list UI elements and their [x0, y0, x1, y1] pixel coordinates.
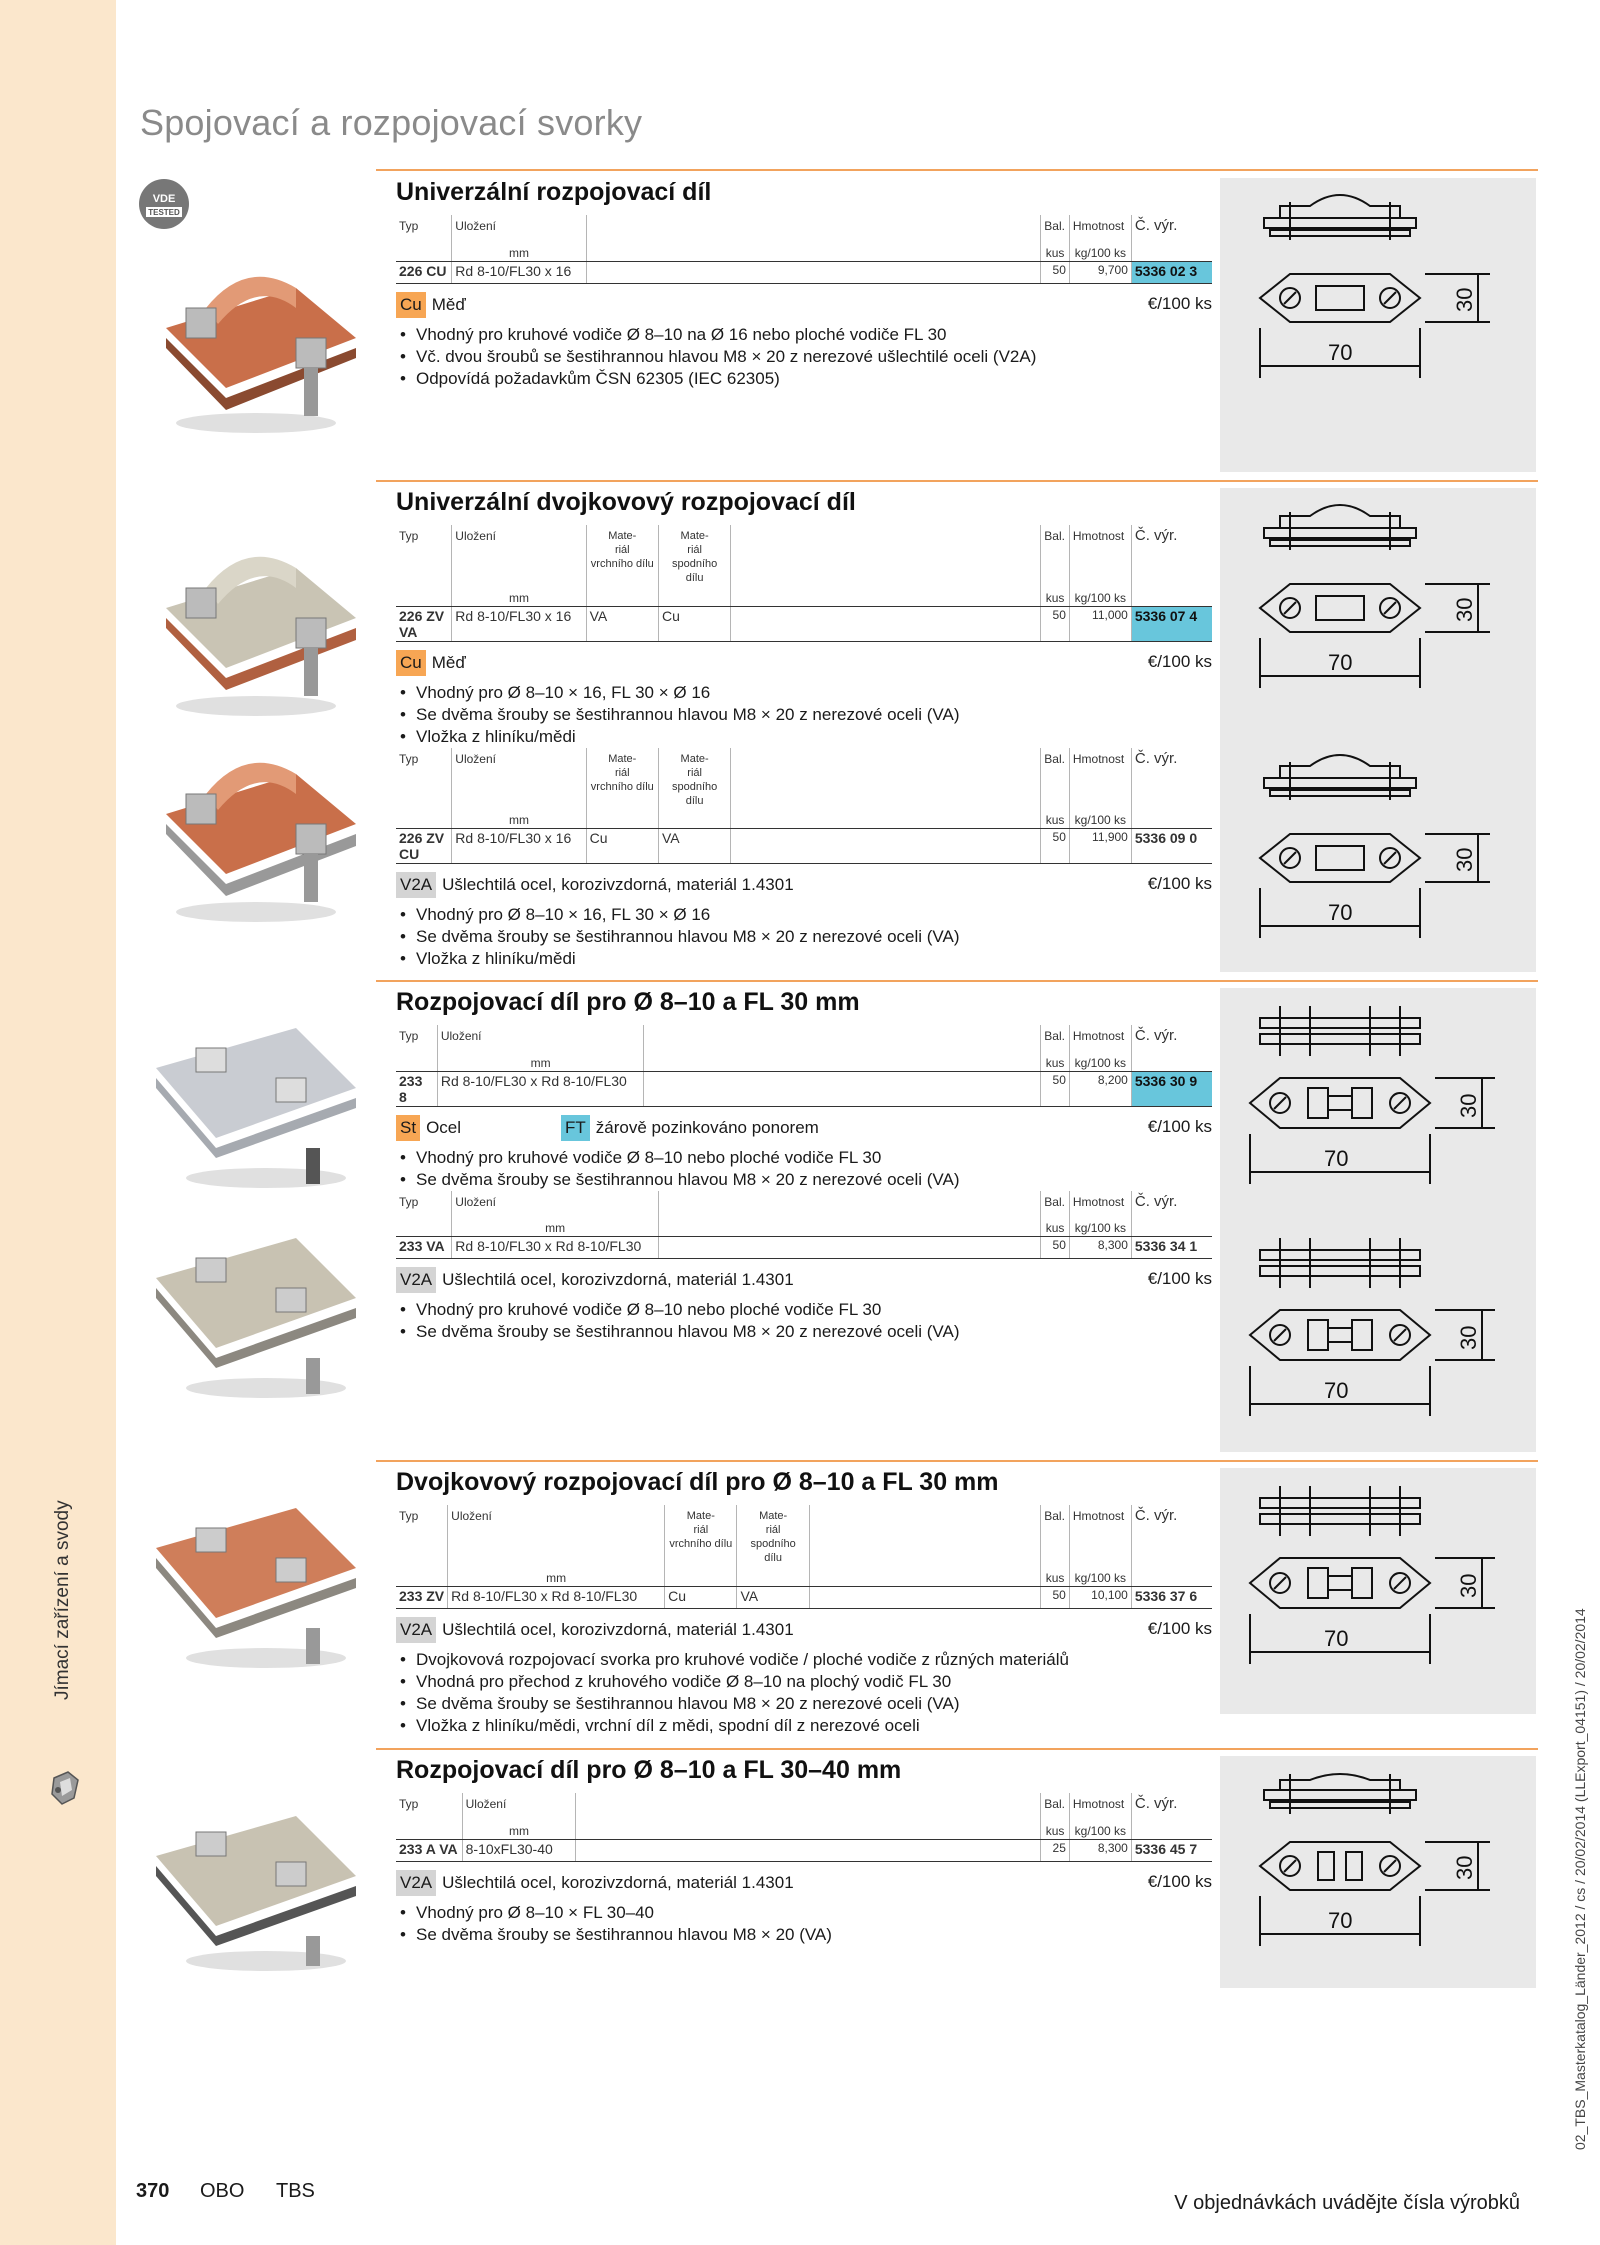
table-row: [396, 1839, 1212, 1861]
col-material-top: Mate- riál vrchního dílu: [586, 525, 658, 586]
list-item: • Se dvěma šrouby se šestihrannou hlavou M8 × 20 (VA): [396, 1924, 1212, 1946]
col-material-bottom: Mate- riál spodního dílu: [658, 748, 730, 809]
row-ulozeni: Rd 8-10/FL30 x 16: [452, 606, 586, 641]
price-unit: €/100 ks: [1147, 293, 1212, 313]
row-weight: 10,100: [1069, 1586, 1131, 1608]
side-section-label: Jímací zařízení a svody: [52, 1500, 73, 1700]
col-ulozeni: Uložení: [437, 1025, 644, 1051]
unit-kus: kus: [1041, 1566, 1070, 1586]
col-ulozeni: Uložení: [452, 1191, 659, 1217]
divider: [376, 169, 1538, 171]
col-hmotnost: Hmotnost: [1069, 1025, 1131, 1051]
col-material-bottom: Mate- riál spodního dílu: [737, 1505, 809, 1566]
spec-table: [396, 1191, 1212, 1260]
divider: [376, 980, 1538, 982]
row-weight: 9,700: [1069, 261, 1131, 283]
material-name: Ušlechtilá ocel, korozivzdorná, materiál 1.4301: [442, 875, 794, 894]
feature-list: [396, 1902, 1212, 1946]
material-row: [396, 1866, 1212, 1900]
price-unit: €/100 ks: [1147, 651, 1212, 671]
row-article-number[interactable]: 5336 45 7: [1131, 1839, 1212, 1861]
feature-list: [396, 324, 1212, 390]
unit-kus: kus: [1041, 586, 1070, 606]
dim-height: 30: [1452, 597, 1477, 622]
col-hmotnost: Hmotnost: [1069, 215, 1131, 241]
list-item: • Vhodný pro Ø 8–10 × 16, FL 30 × Ø 16: [396, 682, 1212, 704]
bimetal-clamp-photo: [146, 1488, 366, 1688]
row-material-bottom: VA: [658, 829, 730, 864]
finish-name: žárově pozinkováno ponorem: [595, 1117, 819, 1137]
price-unit: €/100 ks: [1147, 874, 1212, 893]
list-item: • Vložka z hliníku/mědi, vrchní díl z mědi, spodní díl z nerezové oceli: [396, 1715, 1212, 1737]
row-weight: 8,300: [1069, 1839, 1131, 1861]
copper-clamp-photo: [146, 248, 366, 448]
feature-list: [396, 1649, 1212, 1737]
unit-kus: kus: [1041, 241, 1070, 261]
spec-table: [396, 1793, 1212, 1862]
material-row: [396, 1613, 1212, 1647]
row-ulozeni: Rd 8-10/FL30 x 16: [452, 829, 586, 864]
section-title: Dvojkovový rozpojovací díl pro Ø 8–10 a FL 30 mm: [396, 1468, 999, 1496]
col-typ: Typ: [399, 1797, 419, 1811]
unit-kus: kus: [1041, 1819, 1070, 1839]
divider: [376, 1748, 1538, 1750]
col-cvyr: Č. výr.: [1131, 1505, 1212, 1566]
unit-kg: kg/100 ks: [1069, 241, 1131, 261]
col-material-top: Mate- riál vrchního dílu: [665, 1505, 737, 1566]
material-code: V2A: [396, 872, 436, 898]
col-bal: Bal.: [1041, 1191, 1070, 1217]
unit-kus: kus: [1041, 809, 1070, 829]
dim-height: 30: [1456, 1325, 1481, 1350]
brand: OBO: [200, 2180, 245, 2202]
col-hmotnost: Hmotnost: [1069, 748, 1131, 809]
dim-width: 70: [1324, 1626, 1349, 1651]
section-title: Rozpojovací díl pro Ø 8–10 a FL 30 mm: [396, 988, 860, 1016]
unit-kg: kg/100 ks: [1069, 586, 1131, 606]
row-material-bottom: VA: [737, 1586, 809, 1608]
section-content: [396, 178, 1212, 390]
row-bal: 50: [1041, 829, 1070, 864]
spec-table: [396, 215, 1212, 284]
row-material-top: Cu: [665, 1586, 737, 1608]
material-name: Ocel: [426, 1117, 462, 1137]
spec-table: [396, 748, 1212, 865]
col-material-top: Mate- riál vrchního dílu: [586, 748, 658, 809]
section-title: Rozpojovací díl pro Ø 8–10 a FL 30–40 mm: [396, 1756, 902, 1784]
row-article-number[interactable]: 5336 34 1: [1131, 1237, 1212, 1259]
section-content: [396, 488, 1212, 970]
row-type: 226 CU: [396, 261, 452, 283]
col-typ: Typ: [399, 751, 419, 766]
section-content: [396, 1756, 1212, 1946]
col-bal: Bal.: [1041, 1505, 1070, 1566]
clamp-icon: [48, 1768, 82, 1808]
col-ulozeni: Uložení: [448, 1505, 665, 1566]
material-row: [396, 288, 1212, 322]
spec-table: [396, 525, 1212, 642]
row-material-top: VA: [586, 606, 658, 641]
material-code: V2A: [396, 1617, 436, 1643]
material-row: [396, 646, 1212, 680]
row-ulozeni: Rd 8-10/FL30 x Rd 8-10/FL30: [452, 1237, 659, 1259]
unit-kg: kg/100 ks: [1069, 1566, 1131, 1586]
stainless-clamp-photo: [146, 1786, 366, 1986]
feature-list: [396, 682, 1212, 748]
table-row: [396, 1586, 1212, 1608]
col-bal: Bal.: [1041, 215, 1070, 241]
unit-kg: kg/100 ks: [1069, 1051, 1131, 1071]
technical-drawing: [1220, 1468, 1536, 1714]
col-ulozeni: Uložení: [452, 525, 586, 586]
list-item: • Se dvěma šrouby se šestihrannou hlavou M8 × 20 z nerezové oceli (VA): [396, 926, 1212, 948]
col-ulozeni: Uložení: [462, 1793, 576, 1819]
row-bal: 50: [1041, 606, 1070, 641]
bimetal-clamp-cu-photo: [146, 734, 366, 934]
technical-drawing: [1220, 488, 1536, 972]
row-weight: 8,200: [1069, 1071, 1131, 1106]
col-cvyr: Č. výr.: [1131, 215, 1212, 241]
unit-mm: mm: [437, 1051, 644, 1071]
divider: [376, 480, 1538, 482]
section-title: Univerzální rozpojovací díl: [396, 178, 712, 206]
row-type: 226 ZV CU: [396, 829, 452, 864]
feature-list: [396, 1299, 1212, 1343]
row-type: 233 A VA: [396, 1839, 462, 1861]
row-weight: 11,900: [1069, 829, 1131, 864]
col-typ: Typ: [399, 529, 419, 543]
row-article-number[interactable]: 5336 02 3: [1131, 261, 1212, 283]
row-type: 233 ZV: [396, 1586, 448, 1608]
row-ulozeni: Rd 8-10/FL30 x 16: [452, 261, 586, 283]
vde-tested-badge: [138, 178, 190, 230]
dim-width: 70: [1324, 1378, 1349, 1403]
badge-top-text: VDE: [152, 193, 176, 205]
price-unit: €/100 ks: [1147, 1618, 1212, 1638]
list-item: • Vložka z hliníku/mědi: [396, 948, 1212, 970]
finish-code: FT: [561, 1115, 590, 1141]
material-row: [396, 1111, 1212, 1145]
material-code: V2A: [396, 1267, 436, 1293]
col-hmotnost: Hmotnost: [1069, 1191, 1131, 1217]
col-typ: Typ: [399, 219, 419, 233]
list-item: • Vložka z hliníku/mědi: [396, 726, 1212, 748]
row-type: 233 VA: [396, 1237, 452, 1259]
material-row: [396, 1263, 1212, 1297]
row-article-number[interactable]: 5336 37 6: [1131, 1586, 1212, 1608]
list-item: • Dvojkovová rozpojovací svorka pro kruhové vodiče / ploché vodiče z různých materiálů: [396, 1649, 1212, 1671]
dim-height: 30: [1452, 1855, 1477, 1880]
list-item: • Se dvěma šrouby se šestihrannou hlavou M8 × 20 z nerezové oceli (VA): [396, 1321, 1212, 1343]
col-hmotnost: Hmotnost: [1069, 525, 1131, 586]
col-cvyr: Č. výr.: [1131, 748, 1212, 809]
divider: [376, 1460, 1538, 1462]
col-cvyr: Č. výr.: [1131, 1025, 1212, 1051]
side-band: [0, 0, 116, 2245]
spec-table: [396, 1505, 1212, 1609]
list-item: • Vhodný pro kruhové vodiče Ø 8–10 nebo ploché vodiče FL 30: [396, 1147, 1212, 1169]
table-row: [396, 1071, 1212, 1106]
unit-mm: mm: [448, 1566, 665, 1586]
table-row: [396, 606, 1212, 641]
finish-info: [561, 1111, 819, 1145]
material-name: Měď: [431, 294, 466, 314]
unit-kus: kus: [1041, 1051, 1070, 1071]
col-cvyr: Č. výr.: [1131, 1191, 1212, 1217]
row-material-bottom: Cu: [658, 606, 730, 641]
feature-list: [396, 904, 1212, 970]
dim-width: 70: [1328, 1908, 1353, 1933]
dim-height: 30: [1456, 1573, 1481, 1598]
price-unit: €/100 ks: [1147, 1269, 1212, 1288]
unit-mm: mm: [452, 809, 586, 829]
material-name: Ušlechtilá ocel, korozivzdorná, materiál 1.4301: [442, 1619, 794, 1639]
material-name: Ušlechtilá ocel, korozivzdorná, materiál 1.4301: [442, 1270, 794, 1289]
list-item: • Vhodný pro kruhové vodiče Ø 8–10 na Ø 16 nebo ploché vodiče FL 30: [396, 324, 1212, 346]
list-item: • Se dvěma šrouby se šestihrannou hlavou M8 × 20 z nerezové oceli (VA): [396, 704, 1212, 726]
table-row: [396, 829, 1212, 864]
unit-kus: kus: [1041, 1217, 1070, 1237]
col-bal: Bal.: [1041, 525, 1070, 586]
list-item: • Se dvěma šrouby se šestihrannou hlavou M8 × 20 z nerezové oceli (VA): [396, 1169, 1212, 1191]
list-item: • Vhodný pro Ø 8–10 × FL 30–40: [396, 1902, 1212, 1924]
row-weight: 11,000: [1069, 606, 1131, 641]
material-name: Ušlechtilá ocel, korozivzdorná, materiál 1.4301: [442, 1872, 794, 1892]
unit-kg: kg/100 ks: [1069, 809, 1131, 829]
unit-mm: mm: [452, 241, 586, 261]
price-unit: €/100 ks: [1147, 1116, 1212, 1136]
unit-kg: kg/100 ks: [1069, 1217, 1131, 1237]
col-bal: Bal.: [1041, 1025, 1070, 1051]
unit-mm: mm: [452, 586, 586, 606]
dim-width: 70: [1328, 340, 1353, 365]
col-bal: Bal.: [1041, 748, 1070, 809]
section-title: Univerzální dvojkovový rozpojovací díl: [396, 488, 856, 516]
col-hmotnost: Hmotnost: [1069, 1793, 1131, 1819]
list-item: • Vhodná pro přechod z kruhového vodiče Ø 8–10 na plochý vodič FL 30: [396, 1671, 1212, 1693]
list-item: • Se dvěma šrouby se šestihrannou hlavou M8 × 20 z nerezové oceli (VA): [396, 1693, 1212, 1715]
print-metadata: 02_TBS_Masterkatalog_Länder_2012 / cs / 20/02/2014 (LLExport_04151) / 20/02/2014: [1572, 1608, 1588, 2150]
table-row: [396, 1237, 1212, 1259]
col-typ: Typ: [399, 1509, 419, 1523]
badge-bottom-text: TESTED: [148, 208, 180, 217]
material-name: Měď: [431, 652, 466, 672]
galvanized-clamp-photo: [146, 1008, 366, 1208]
col-typ: Typ: [399, 1194, 419, 1209]
row-article-number[interactable]: 5336 07 4: [1131, 606, 1212, 641]
product-line: TBS: [276, 2180, 315, 2202]
unit-mm: mm: [462, 1819, 576, 1839]
col-cvyr: Č. výr.: [1131, 1793, 1212, 1819]
material-code: Cu: [396, 292, 426, 318]
dim-width: 70: [1328, 650, 1353, 675]
bimetal-clamp-photo: [146, 528, 366, 728]
material-code: St: [396, 1115, 420, 1141]
technical-drawing: [1220, 988, 1536, 1452]
row-article-number[interactable]: 5336 30 9: [1131, 1071, 1212, 1106]
col-ulozeni: Uložení: [452, 748, 586, 809]
material-code: Cu: [396, 650, 426, 676]
col-hmotnost: Hmotnost: [1069, 1505, 1131, 1566]
order-note: V objednávkách uvádějte čísla výrobků: [1174, 2192, 1520, 2214]
list-item: • Odpovídá požadavkům ČSN 62305 (IEC 62305): [396, 368, 1212, 390]
feature-list: [396, 1147, 1212, 1191]
stainless-clamp-photo: [146, 1218, 366, 1418]
row-type: 233 8: [396, 1071, 437, 1106]
section-content: [396, 988, 1212, 1343]
material-code: V2A: [396, 1870, 436, 1896]
row-ulozeni: Rd 8-10/FL30 x Rd 8-10/FL30: [448, 1586, 665, 1608]
page-number: 370: [136, 2180, 170, 2202]
page-title: Spojovací a rozpojovací svorky: [140, 102, 643, 143]
technical-drawing: [1220, 178, 1536, 472]
row-article-number[interactable]: 5336 09 0: [1131, 829, 1212, 864]
col-typ: Typ: [399, 1029, 419, 1043]
col-ulozeni: Uložení: [452, 215, 586, 241]
unit-kg: kg/100 ks: [1069, 1819, 1131, 1839]
dim-height: 30: [1452, 847, 1477, 872]
spec-table: [396, 1025, 1212, 1107]
section-content: [396, 1468, 1212, 1737]
col-cvyr: Č. výr.: [1131, 525, 1212, 586]
row-ulozeni: Rd 8-10/FL30 x Rd 8-10/FL30: [437, 1071, 644, 1106]
row-ulozeni: 8-10xFL30-40: [462, 1839, 576, 1861]
row-bal: 50: [1041, 1237, 1070, 1259]
col-material-bottom: Mate- riál spodního dílu: [658, 525, 730, 586]
row-bal: 50: [1041, 1071, 1070, 1106]
dim-width: 70: [1324, 1146, 1349, 1171]
dim-height: 30: [1456, 1093, 1481, 1118]
row-bal: 50: [1041, 1586, 1070, 1608]
row-type: 226 ZV VA: [396, 606, 452, 641]
row-bal: 50: [1041, 261, 1070, 283]
list-item: • Vhodný pro Ø 8–10 × 16, FL 30 × Ø 16: [396, 904, 1212, 926]
table-row: [396, 261, 1212, 283]
dim-width: 70: [1328, 900, 1353, 925]
row-material-top: Cu: [586, 829, 658, 864]
price-unit: €/100 ks: [1147, 1871, 1212, 1891]
material-row: [396, 868, 1212, 902]
unit-mm: mm: [452, 1217, 659, 1237]
technical-drawing: [1220, 1756, 1536, 1988]
col-bal: Bal.: [1041, 1793, 1070, 1819]
list-item: • Vhodný pro kruhové vodiče Ø 8–10 nebo ploché vodiče FL 30: [396, 1299, 1212, 1321]
row-weight: 8,300: [1069, 1237, 1131, 1259]
row-bal: 25: [1041, 1839, 1070, 1861]
dim-height: 30: [1452, 287, 1477, 312]
list-item: • Vč. dvou šroubů se šestihrannou hlavou M8 × 20 z nerezové ušlechtilé oceli (V2A): [396, 346, 1212, 368]
